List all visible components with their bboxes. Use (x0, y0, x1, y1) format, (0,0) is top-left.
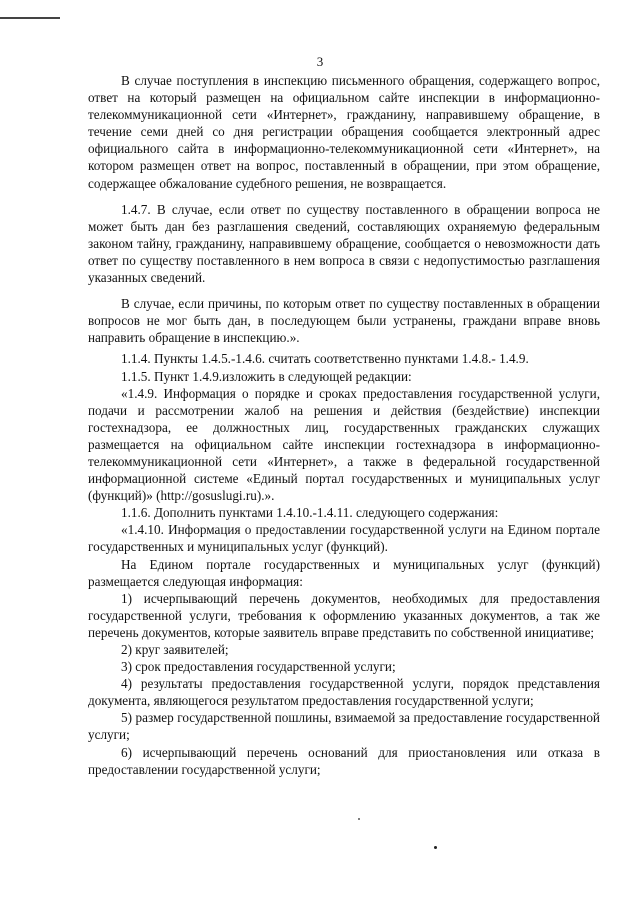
paragraph-1-1-6: 1.1.6. Дополнить пунктами 1.4.10.-1.4.11. следующего содержания: (121, 505, 499, 521)
scan-dot (434, 846, 437, 849)
paragraph-1-4-10: «1.4.10. Информация о предоставлении государственной услуги на Едином портале государственных и муниципальных услуг (функций). (88, 522, 600, 555)
list-item-5: 5) размер государственной пошлины, взимаемой за предоставление государственной услуги; (88, 710, 600, 743)
list-item-1: 1) исчерпывающий перечень документов, необходимых для предоставления государственной услуги, требования к оформлению указанных документов, а так же перечень документов, которые заявитель вправе представить по собственной инициативе; (88, 590, 600, 640)
scan-speck (358, 818, 360, 820)
list-item-6: 6) исчерпывающий перечень оснований для приостановления или отказа в предоставлении государственной услуги; (88, 744, 600, 777)
list-item-3: 3) срок предоставления государственной услуги; (121, 659, 396, 675)
page-number: 3 (316, 54, 324, 69)
paragraph-1-1-4: 1.1.4. Пункты 1.4.5.-1.4.6. считать соответственно пунктами 1.4.8.- 1.4.9. (121, 351, 529, 367)
document-body (88, 72, 600, 778)
list-item-2: 2) круг заявителей; (121, 642, 229, 657)
paragraph-written-appeal: В случае поступления в инспекцию письменного обращения, содержащего вопрос, ответ на который размещен на официальном сайте инспекции в информационно-телекоммуникационной сети «Интернет», гражданину, направившему обращение, в течение семи дней со дня регистрации обращения сообщается электронный адрес официального сайта в информационно-телекоммуникационной сети «Интернет», на котором размещен ответ на вопрос, поставленный в обращении, при этом обращение, содержащее обжалование судебного решения, не возвращается. (88, 73, 600, 191)
paragraph-1-1-5: 1.1.5. Пункт 1.4.9.изложить в следующей редакции: (121, 368, 412, 384)
top-edge-line (0, 17, 60, 19)
list-item-4: 4) результаты предоставления государственной услуги, порядок представления документа, являющегося результатом предоставления государственной услуги; (88, 676, 600, 709)
paragraph-reasons-eliminated: В случае, если причины, по которым ответ по существу поставленных в обращении вопросов не мог быть дан, в последующем были устранены, граждани вправе вновь направить обращение в инспекцию.». (88, 296, 600, 346)
paragraph-portal-info: На Едином портале государственных и муниципальных услуг (функций) размещается следующая информация: (88, 556, 600, 589)
paragraph-1-4-7: 1.4.7. В случае, если ответ по существу поставленного в обращении вопроса не может быть дан без разглашения сведений, составляющих охраняемую федеральным законом тайну, гражданину, направившему обращение, сообщается о невозможности дать ответ по существу поставленного в нем вопроса в связи с недопустимостью разглашения указанных сведений. (88, 201, 600, 286)
paragraph-1-4-9: «1.4.9. Информация о порядке и сроках предоставления государственной услуги, подачи и рассмотрении жалоб на решения и действия (бездействие) инспекции гостехнадзора, ее должностных лиц, государственных гражданских служащих размещается на официальном сайте инспекции гостехнадзора в информационно-телекоммуникационной сети «Интернет», а также в федеральной государственной информационной системе «Единый портал государственных и муниципальных услуг (функций)» (http://gosuslugi.ru).». (88, 385, 600, 504)
